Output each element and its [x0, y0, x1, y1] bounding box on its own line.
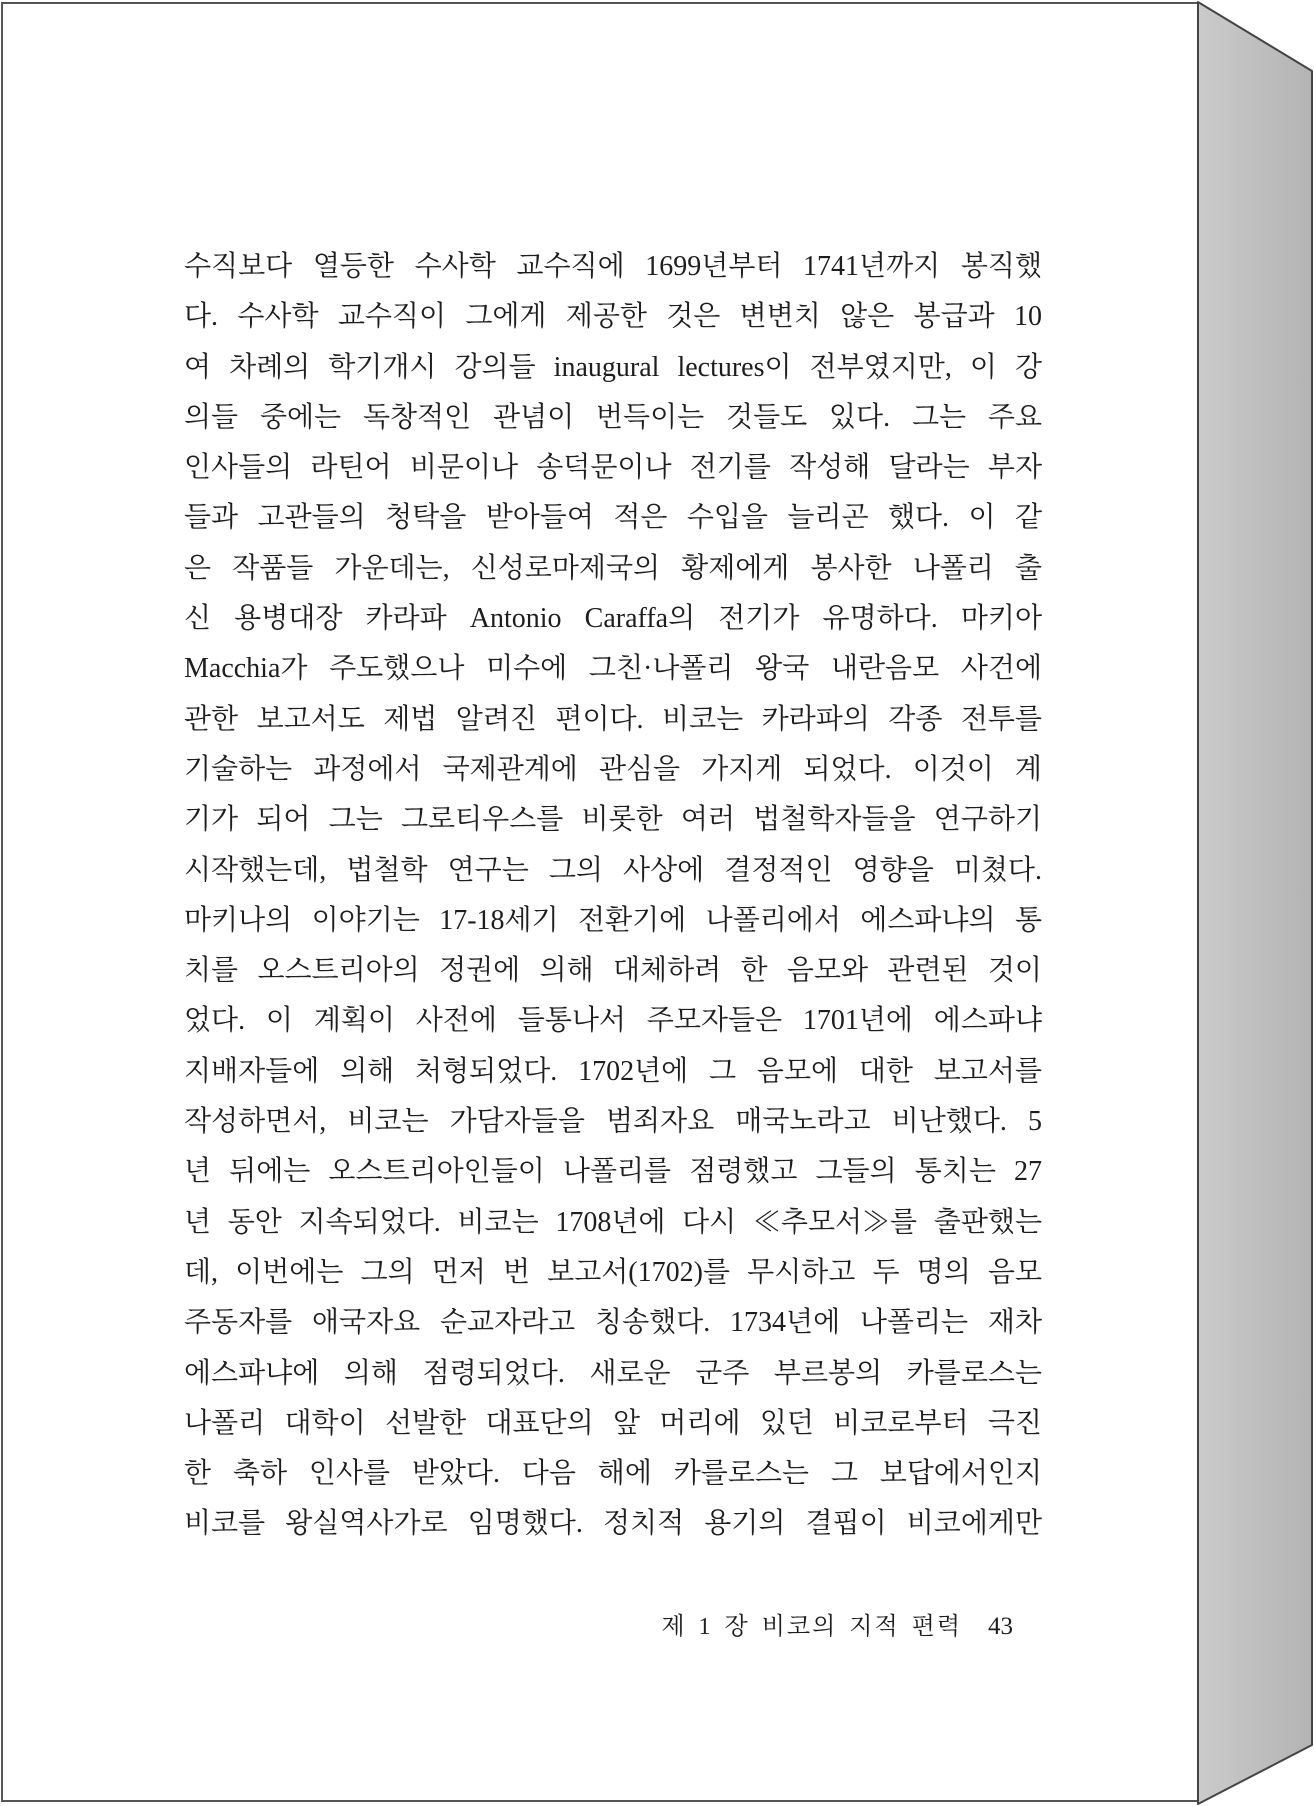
text-line: 신 용병대장 카라파 Antonio Caraffa의 전기가 유명하다. 마키아	[184, 603, 1042, 635]
page-edge-shadow	[1196, 0, 1314, 1806]
text-line: 주동자를 애국자요 순교자라고 칭송했다. 1734년에 나폴리는 재차	[184, 1307, 1042, 1339]
text-line: 기가 되어 그는 그로티우스를 비롯한 여러 법철학자들을 연구하기	[184, 804, 1042, 836]
text-line: 들과 고관들의 청탁을 받아들여 적은 수입을 늘리곤 했다. 이 같	[184, 502, 1042, 534]
text-line: 의들 중에는 독창적인 관념이 번득이는 것들도 있다. 그는 주요	[184, 401, 1042, 433]
text-line: 한 축하 인사를 받았다. 다음 해에 카를로스는 그 보답에서인지	[184, 1458, 1042, 1490]
text-line: 관한 보고서도 제법 알려진 편이다. 비코는 카라파의 각종 전투를	[184, 703, 1042, 735]
text-line: 여 차례의 학기개시 강의들 inaugural lectures이 전부였지만, 이 강	[184, 351, 1042, 383]
text-line: 다. 수사학 교수직이 그에게 제공한 것은 변변치 않은 봉급과 10	[184, 301, 1042, 333]
text-line: 에스파냐에 의해 점령되었다. 새로운 군주 부르봉의 카를로스는	[184, 1357, 1042, 1389]
page-number: 43	[988, 1613, 1013, 1640]
text-line: 수직보다 열등한 수사학 교수직에 1699년부터 1741년까지 봉직했	[184, 251, 1042, 282]
text-line: 마키나의 이야기는 17-18세기 전환기에 나폴리에서 에스파냐의 통	[184, 904, 1042, 936]
text-line: 었다. 이 계획이 사전에 들통나서 주모자들은 1701년에 에스파냐	[184, 1005, 1042, 1037]
text-line: Macchia가 주도했으나 미수에 그친·나폴리 왕국 내란음모 사건에	[184, 653, 1042, 685]
text-line: 데, 이번에는 그의 먼저 번 보고서(1702)를 무시하고 두 명의 음모	[184, 1256, 1042, 1288]
text-line: 은 작품들 가운데는, 신성로마제국의 황제에게 봉사한 나폴리 출	[184, 552, 1042, 584]
text-line: 비코를 왕실역사가로 임명했다. 정치적 용기의 결핍이 비코에게만	[184, 1508, 1042, 1540]
running-chapter-title: 제 1 장 비코의 지적 편력	[661, 1614, 962, 1640]
text-line: 년 뒤에는 오스트리아인들이 나폴리를 점령했고 그들의 통치는 27	[184, 1156, 1042, 1188]
text-line: 시작했는데, 법철학 연구는 그의 사상에 결정적인 영향을 미쳤다.	[184, 854, 1042, 886]
body-text	[184, 242, 1042, 1550]
text-line: 인사들의 라틴어 비문이나 송덕문이나 전기를 작성해 달라는 부자	[184, 452, 1042, 484]
text-line: 치를 오스트리아의 정권에 의해 대체하려 한 음모와 관련된 것이	[184, 955, 1042, 987]
text-line: 작성하면서, 비코는 가담자들을 범죄자요 매국노라고 비난했다. 5	[184, 1106, 1042, 1138]
page-footer	[661, 1610, 1013, 1644]
text-line: 나폴리 대학이 선발한 대표단의 앞 머리에 있던 비코로부터 극진	[184, 1407, 1042, 1439]
text-line: 기술하는 과정에서 국제관계에 관심을 가지게 되었다. 이것이 계	[184, 753, 1042, 785]
text-line: 지배자들에 의해 처형되었다. 1702년에 그 음모에 대한 보고서를	[184, 1055, 1042, 1087]
text-line: 년 동안 지속되었다. 비코는 1708년에 다시 ≪추모서≫를 출판했는	[184, 1206, 1042, 1238]
page-edge-face	[1198, 2, 1312, 1804]
